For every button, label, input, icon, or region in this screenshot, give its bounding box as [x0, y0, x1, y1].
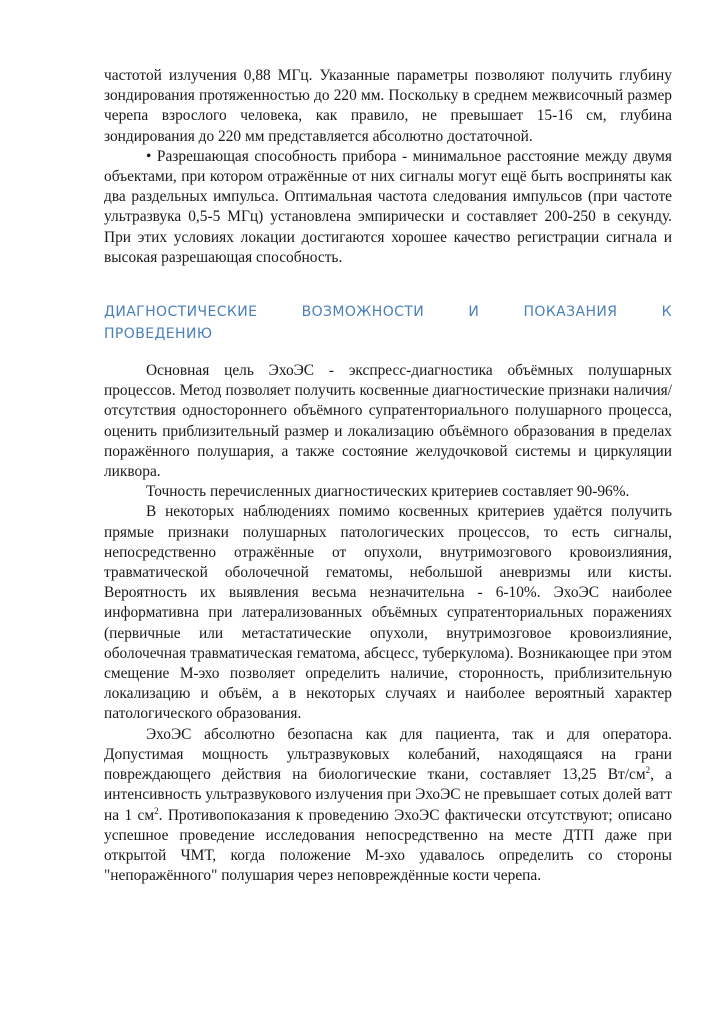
section-heading-line2: ПРОВЕДЕНИЮ: [104, 326, 213, 343]
paragraph-resolution: • Разрешающая способность прибора - минимальное расстояние между двумя объектами, при котором отражённые от них сигналы могут ещё быть восприняты как два раздельных импульса. Оптимальная частота следования импульсов (при частоте ультразвука 0,5-5 МГц) установлена эмпирически и составляет 200-250 в секунду. При этих условиях локации достигаются хорошее качество регистрации сигнала и высокая разрешающая способность.: [104, 147, 672, 266]
paragraph-accuracy: Точность перечисленных диагностических критериев составляет 90-96%.: [146, 483, 630, 501]
safety-text-part3: . Противопоказания к проведению ЭхоЭС фактически отсутствуют; описано успешное проведение исследования непосредственно на месте ДТП даже при открытой ЧМТ, когда положение М-эхо удавалось определить со стороны "непоражённого" полушария через неповреждённые кости черепа.: [104, 806, 673, 885]
paragraph-safety: [104, 725, 672, 887]
superscript-2: 2: [154, 805, 159, 816]
paragraph-direct-signs: В некоторых наблюдениях помимо косвенных критериев удаётся получить прямые признаки полушарных патологических процессов, то есть сигналы, непосредственно отражённые от опухоли, внутримозгового кровоизлияния, травматической оболочечной гематомы, небольшой аневризмы или кисты. Вероятность их выявления весьма незначительна - 6-10%. ЭхоЭС наиболее информативна при латерализованных объёмных супратенториальных поражениях (первичные или метастатические опухоли, внутримозговое кровоизлияние, оболочечная травматическая гематома, абсцесс, туберкулома). Возникающее при этом смещение М-эхо позволяет определить наличие, сторонность, приблизительную локализацию и объём, а в некоторых случаях и наиболее вероятный характер патологического образования.: [104, 503, 672, 723]
paragraph-main-goal: Основная цель ЭхоЭС - экспресс-диагностика объёмных полушарных процессов. Метод позволяет получить косвенные диагностические признаки наличия/отсутствия одностороннего объёмного супратенториального полушарного процесса, оценить приблизительный размер и локализацию объёмного образования в пределах поражённого полушария, а также состояние желудочковой системы и циркуляции ликвора.: [104, 362, 672, 481]
document-page: [104, 66, 672, 886]
safety-text-part2: , а интенсивность ультразвукового излучения при ЭхоЭС не превышает сотых долей ватт на 1 см: [104, 766, 672, 824]
safety-text-part1: ЭхоЭС абсолютно безопасна как для пациента, так и для оператора. Допустимая мощность ультразвуковых колебаний, находящаяся на грани повреждающего действия на биологические ткани, составляет 13,25 Вт/см: [104, 725, 672, 784]
superscript-2: 2: [645, 764, 651, 775]
section-heading: [104, 301, 672, 345]
section-heading-line1: ДИАГНОСТИЧЕСКИЕ ВОЗМОЖНОСТИ И ПОКАЗАНИЯ К: [104, 304, 672, 321]
paragraph-probe-frequency: частотой излучения 0,88 МГц. Указанные параметры позволяют получить глубину зондирования протяженностью до 220 мм. Поскольку в среднем межвисочный размер черепа взрослого человека, как правило, не превышает 15-16 см, глубина зондирования до 220 мм представляется абсолютно достаточной.: [104, 67, 672, 145]
